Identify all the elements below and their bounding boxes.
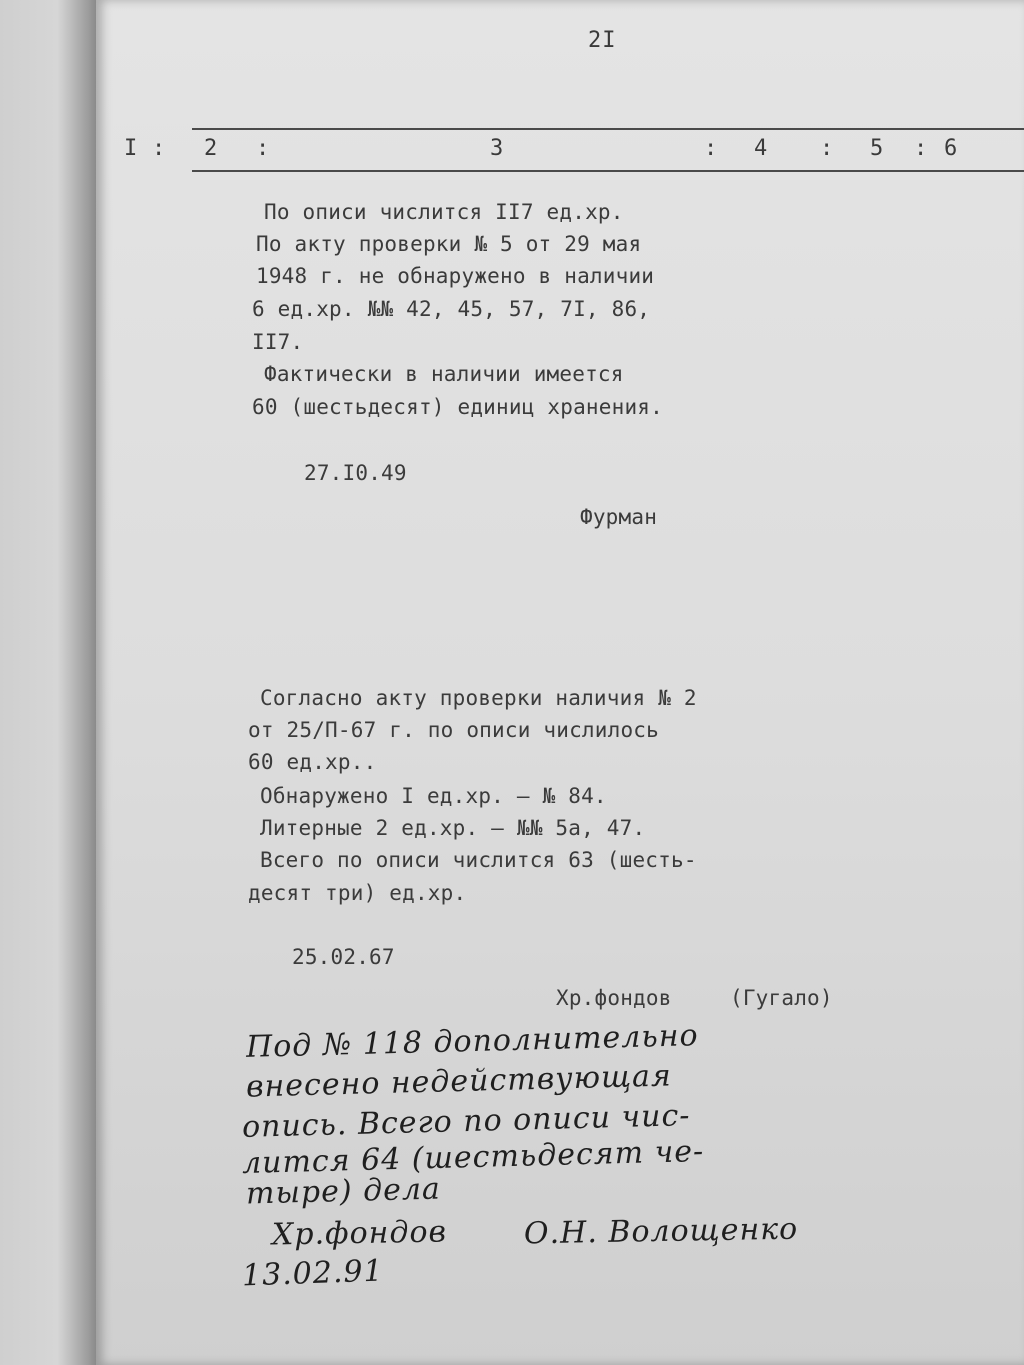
date-1: 27.I0.49 xyxy=(304,461,407,485)
column-header-2: 2 xyxy=(204,136,218,161)
handwritten-signer-role: Хр.фондов xyxy=(271,1214,448,1253)
text-line: 6 ед.хр. №№ 42, 45, 57, 7I, 86, xyxy=(252,297,651,321)
text-line: По описи числится II7 ед.хр. xyxy=(264,200,624,224)
column-separator: : xyxy=(256,136,270,161)
text-line: Согласно акту проверки наличия № 2 xyxy=(260,686,697,710)
column-separator: : xyxy=(152,136,166,161)
signature-1: Фурман xyxy=(580,505,658,529)
handwritten-line: опись. Всего по описи чис- xyxy=(241,1098,691,1145)
text-line: от 25/П-67 г. по описи числилось xyxy=(248,718,659,742)
text-line: 60 ед.хр.. xyxy=(248,750,377,774)
column-header-1: I xyxy=(124,136,138,161)
date-2: 25.02.67 xyxy=(292,945,395,969)
text-line: II7. xyxy=(252,330,304,354)
column-header-3: 3 xyxy=(490,136,504,161)
page-number: 2I xyxy=(588,28,617,53)
handwritten-line: Под № 118 дополнительно xyxy=(245,1018,699,1065)
book-spine xyxy=(0,0,96,1365)
text-line: 60 (шестьдесят) единиц хранения. xyxy=(252,395,663,419)
archive-page xyxy=(96,0,1024,1365)
column-header-6: 6 xyxy=(944,136,958,161)
text-line: Литерные 2 ед.хр. – №№ 5а, 47. xyxy=(260,816,646,840)
column-separator: : xyxy=(820,136,834,161)
handwritten-date: 13.02.91 xyxy=(241,1253,385,1294)
table-header-rule-bottom xyxy=(192,170,1024,172)
text-line: Всего по описи числится 63 (шесть- xyxy=(260,848,697,872)
text-line: Обнаружено I ед.хр. – № 84. xyxy=(260,784,607,808)
signer-2-name: (Гугало) xyxy=(730,986,833,1010)
handwritten-line: лится 64 (шестьдесят че- xyxy=(241,1133,705,1182)
handwritten-line: тыре) дела xyxy=(245,1171,442,1212)
text-line: 1948 г. не обнаружено в наличии xyxy=(256,264,655,288)
column-header-5: 5 xyxy=(870,136,884,161)
table-header-rule-top xyxy=(192,128,1024,130)
handwritten-signature: О.Н. Волощенко xyxy=(523,1211,799,1252)
text-line: По акту проверки № 5 от 29 мая xyxy=(256,232,642,256)
text-line: десят три) ед.хр. xyxy=(248,881,467,905)
column-header-4: 4 xyxy=(754,136,768,161)
column-separator: : xyxy=(914,136,928,161)
signer-2-role: Хр.фондов xyxy=(556,986,672,1010)
column-separator: : xyxy=(704,136,718,161)
text-line: Фактически в наличии имеется xyxy=(264,362,624,386)
handwritten-line: внесено недействующая xyxy=(245,1058,673,1105)
